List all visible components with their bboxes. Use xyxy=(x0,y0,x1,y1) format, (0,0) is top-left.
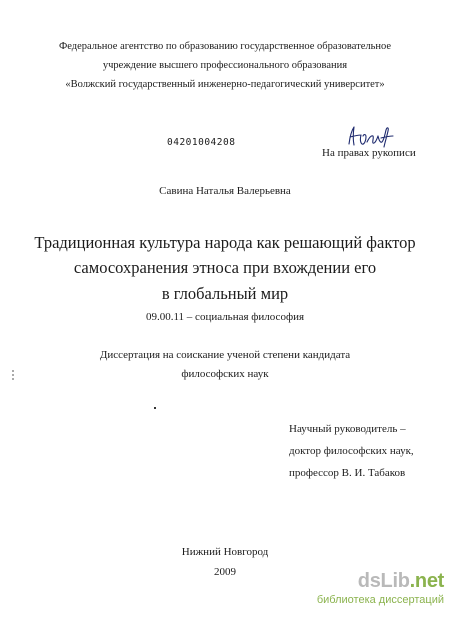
title-line-3: в глобальный мир xyxy=(161,284,289,303)
degree-line-1: Диссертация на соискание ученой степени кандидата xyxy=(99,349,351,361)
author-name: Савина Наталья Валерьевна xyxy=(159,185,291,197)
margin-mark xyxy=(12,370,14,379)
scan-dot xyxy=(154,407,156,409)
title-line-2: самосохранения этноса при вхождении его xyxy=(73,258,377,277)
org-line-3: «Волжский государственный инженерно-педагогический университет» xyxy=(65,79,385,90)
watermark-logo-main: dsLib xyxy=(357,570,410,592)
watermark-subtitle: библиотека диссертаций xyxy=(316,594,444,606)
rights-label: На правах рукописи xyxy=(322,147,416,159)
supervisor-line-1: Научный руководитель – xyxy=(289,423,406,435)
city: Нижний Новгород xyxy=(181,546,269,558)
degree-line-2: философских наук xyxy=(181,368,269,380)
dslib-watermark xyxy=(266,570,444,607)
watermark-logo-tld: .net xyxy=(409,570,444,592)
document-number: 04201004208 xyxy=(167,137,236,148)
year: 2009 xyxy=(214,566,236,578)
supervisor-line-2: доктор философских наук, xyxy=(289,445,414,457)
org-line-2: учреждение высшего профессионального образования xyxy=(102,60,348,71)
title-line-1: Традиционная культура народа как решающий фактор xyxy=(34,233,416,252)
org-line-1: Федеральное агентство по образованию государственное образовательное xyxy=(58,41,392,52)
specialty-code: 09.00.11 – социальная философия xyxy=(145,311,305,323)
supervisor-line-3: профессор В. И. Табаков xyxy=(289,467,406,479)
watermark-logo xyxy=(266,570,444,592)
